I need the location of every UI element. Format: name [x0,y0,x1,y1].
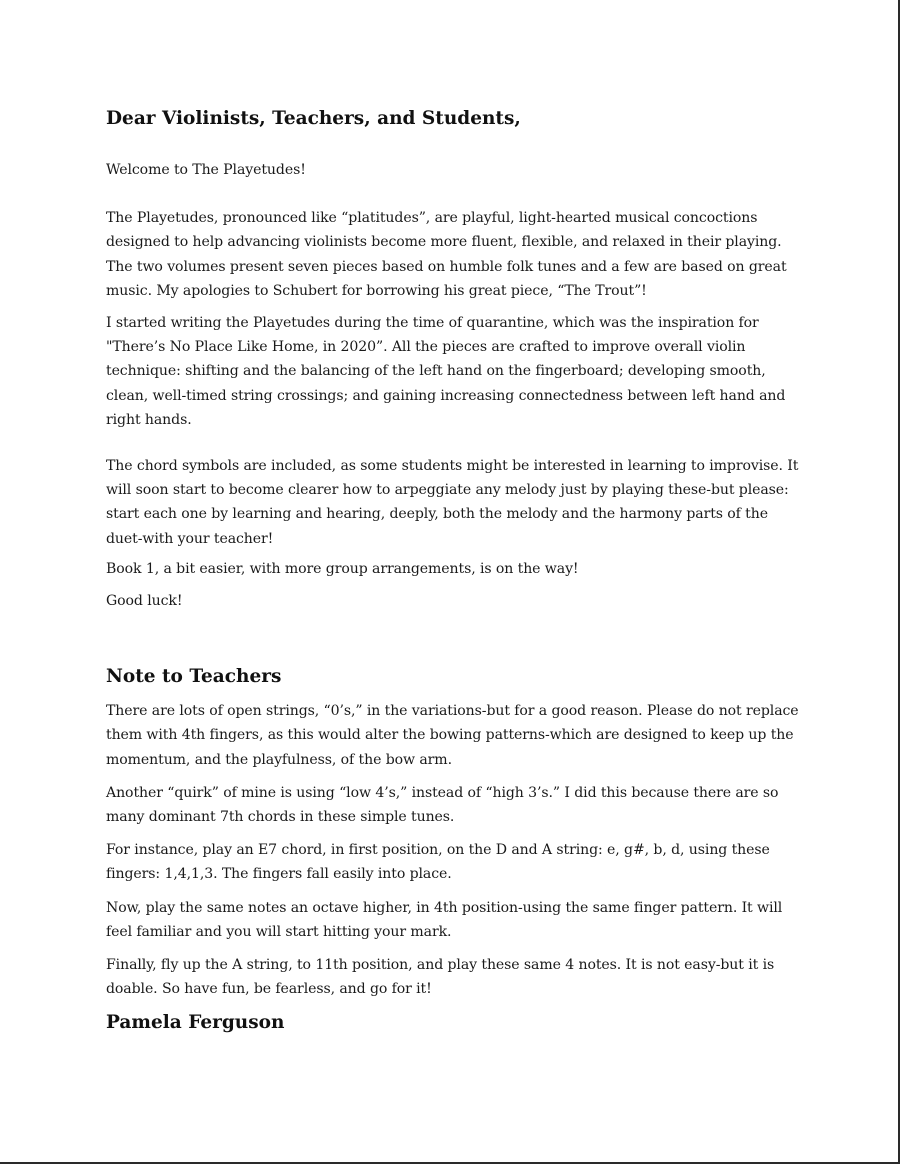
low-fours-paragraph: Another “quirk” of mine is using “low 4’s,” instead of “high 3’s.” I did this because there are so many dominant 7th chords in these simple tunes. [106,784,779,826]
e7-chord-paragraph: For instance, play an E7 chord, in first position, on the D and A string: e, g#, b, d, using these fingers: 1,4,1,3. The fingers fall easily into place. [106,842,770,883]
eleventh-position-paragraph: Finally, fly up the A string, to 11th position, and play these same 4 notes. It is not easy-but it is doable. So have fun, be fearless, and go for it! [106,957,775,998]
letter-content [106,106,800,1036]
book-one-paragraph: Book 1, a bit easier, with more group arrangements, is on the way! [106,560,579,577]
good-luck-line: Good luck! [106,593,183,610]
welcome-line: Welcome to The Playetudes! [106,162,306,178]
octave-higher-paragraph: Now, play the same notes an octave higher, in 4th position-using the same finger pattern. It will feel familiar and you will start hitting your mark. [106,899,783,940]
chord-symbols-paragraph: The chord symbols are included, as some students might be interested in learning to improvise. It will soon start to become clearer how to arpeggiate any melody just by playing these-but please: start each one by learning and hearing, deeply, both the melody and the harmony parts of the duet-with your teacher! [106,458,799,547]
author-signature: Pamela Ferguson [106,1012,285,1034]
quarantine-paragraph: I started writing the Playetudes during the time of quarantine, which was the inspiration for "There’s No Place Like Home, in 2020”. All the pieces are crafted to improve overall violin technique: shifting and the balancing of the left hand on the fingerboard; developing smooth, clean, well-timed string crossings; and gaining increasing connectedness between left hand and right hands. [106,315,786,428]
note-to-teachers-heading: Note to Teachers [106,666,282,688]
intro-paragraph: The Playetudes, pronounced like “platitudes”, are playful, light-hearted musical concoctions designed to help advancing violinists become more fluent, flexible, and relaxed in their playing. The two volumes present seven pieces based on humble folk tunes and a few are based on great music. My apologies to Schubert for borrowing his great piece, “The Trout”! [106,210,787,299]
open-strings-paragraph: There are lots of open strings, “0’s,” in the variations-but for a good reason. Please do not replace them with 4th fingers, as this would alter the bowing patterns-which are designed to keep up the momentum, and the playfulness, of the bow arm. [106,703,799,768]
salutation-heading: Dear Violinists, Teachers, and Students, [106,108,521,129]
